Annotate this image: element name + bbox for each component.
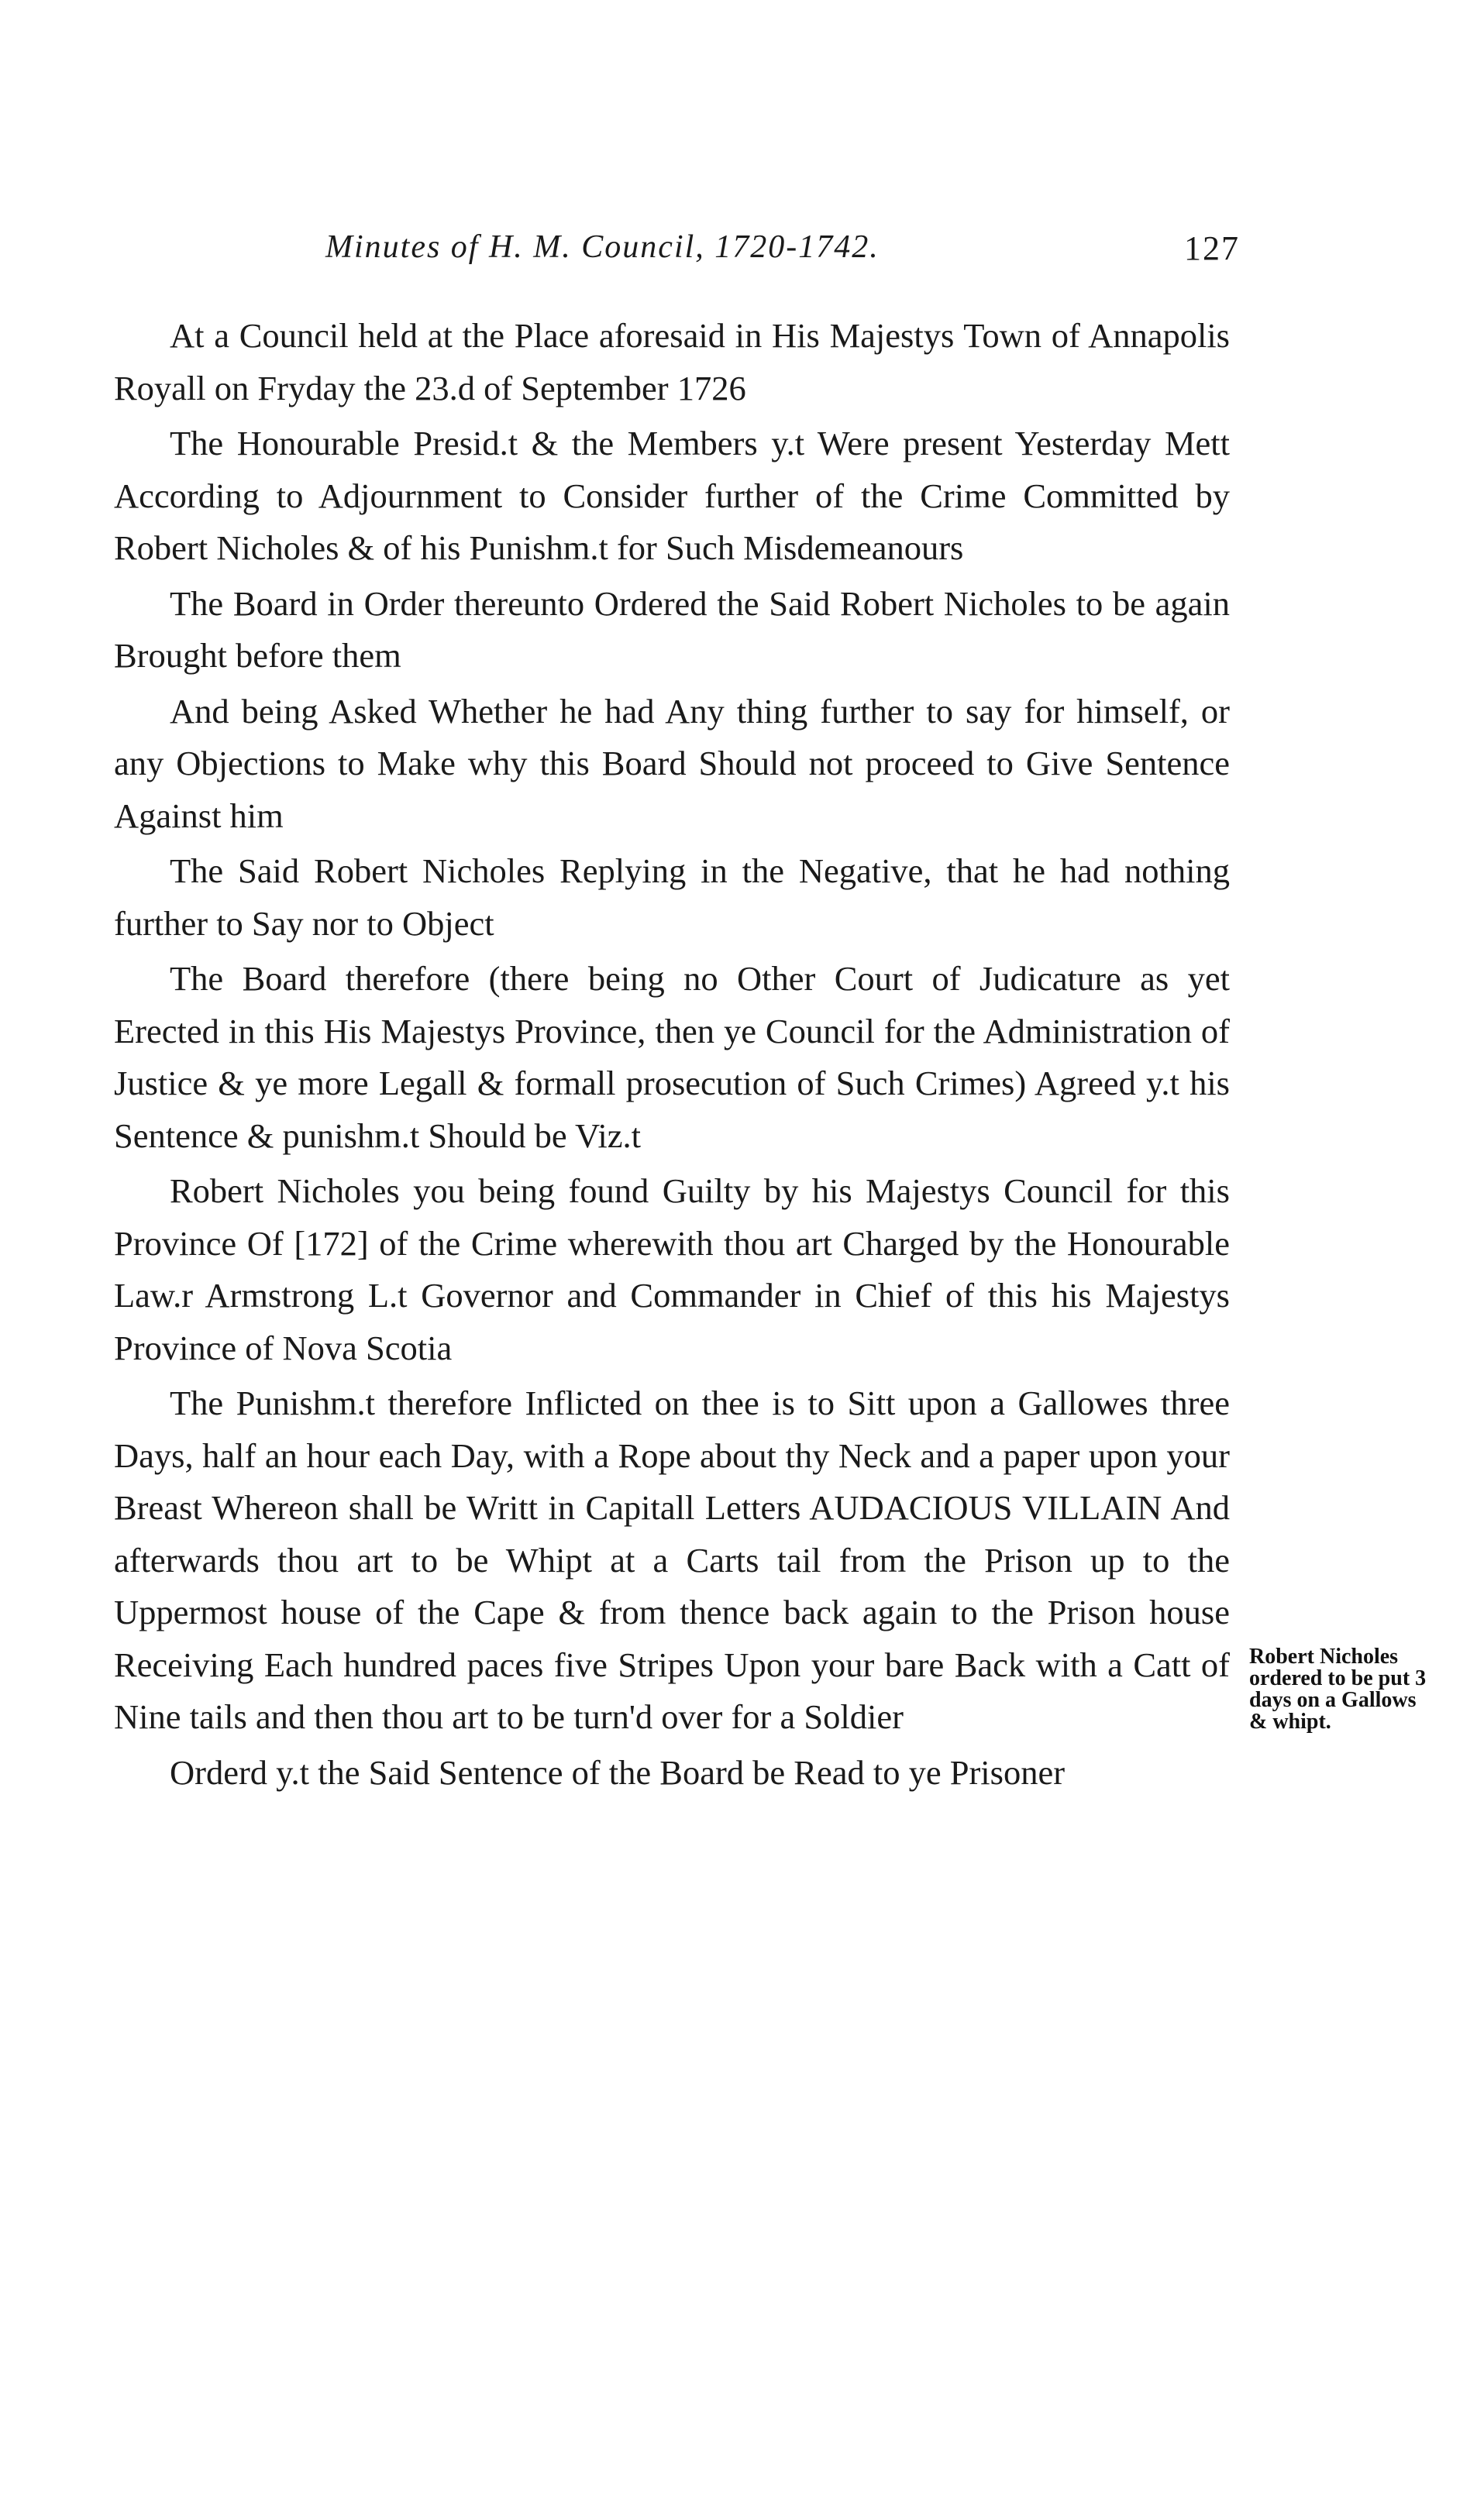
paragraph-board-agreed: The Board therefore (there being no Other Court of Judicature as yet Erected in this His Majestys Province, then ye Council for the Administration of Justice & ye more Legall & formall prosecution of Such Crimes) Agreed y.t his Sentence & punishm.t Should be Viz.t <box>114 959 1230 1155</box>
running-title: Minutes of H. M. Council, 1720-1742. <box>325 229 880 265</box>
paragraph-found-guilty: Robert Nicholes you being found Guilty by his Majestys Council for this Province Of [172] of the Crime wherewith thou art Charged by the Honourable Law.r Armstrong L.t Governor and Commander in Chief of this his Majestys Province of Nova Scotia <box>114 1171 1230 1367</box>
paragraph-punishment: The Punishm.t therefore Inflicted on thee is to Sitt upon a Gallowes three Days, half an hour each Day, with a Rope about thy Neck and a paper upon your Breast Whereon shall be Writt in Capitall Letters AUDACIOUS VILLAIN And afterwards thou art to be Whipt at a Carts tail from the Prison up to the Uppermost house of the Cape & from thence back again to the Prison house Receiving Each hundred paces five Stripes Upon your bare Back with a Catt of Nine tails and then thou art to be turn'd over for a Soldier <box>114 1384 1230 1736</box>
paragraph-board-ordered: The Board in Order thereunto Ordered the Said Robert Nicholes to be again Brought before them <box>114 583 1230 675</box>
paragraph-asked-objections: And being Asked Whether he had Any thing further to say for himself, or any Objections to Make why this Board Should not proceed to Give Sentence Against him <box>114 691 1230 835</box>
paragraph-sentence-read: Orderd y.t the Said Sentence of the Board be Read to ye Prisoner <box>170 1752 1066 1792</box>
minutes-body <box>114 310 1230 1802</box>
page-number: 127 <box>1184 229 1240 267</box>
running-header <box>325 229 1240 283</box>
paragraph-council-held: At a Council held at the Place aforesaid in His Majestys Town of Annapolis Royall on Fryday the 23.d of September 1726 <box>114 316 1230 407</box>
paragraph-replying-negative: The Said Robert Nicholes Replying in the Negative, that he had nothing further to Say nor to Object <box>114 851 1230 943</box>
margin-note: Robert Nicholes ordered to be put 3 days on a Gallows & whipt. <box>1249 1645 1427 1734</box>
paragraph-members-present: The Honourable Presid.t & the Members y.t Were present Yesterday Mett According to Adjournment to Consider further of the Crime Committed by Robert Nicholes & of his Punishm.t for Such Misdemeanours <box>114 424 1230 567</box>
